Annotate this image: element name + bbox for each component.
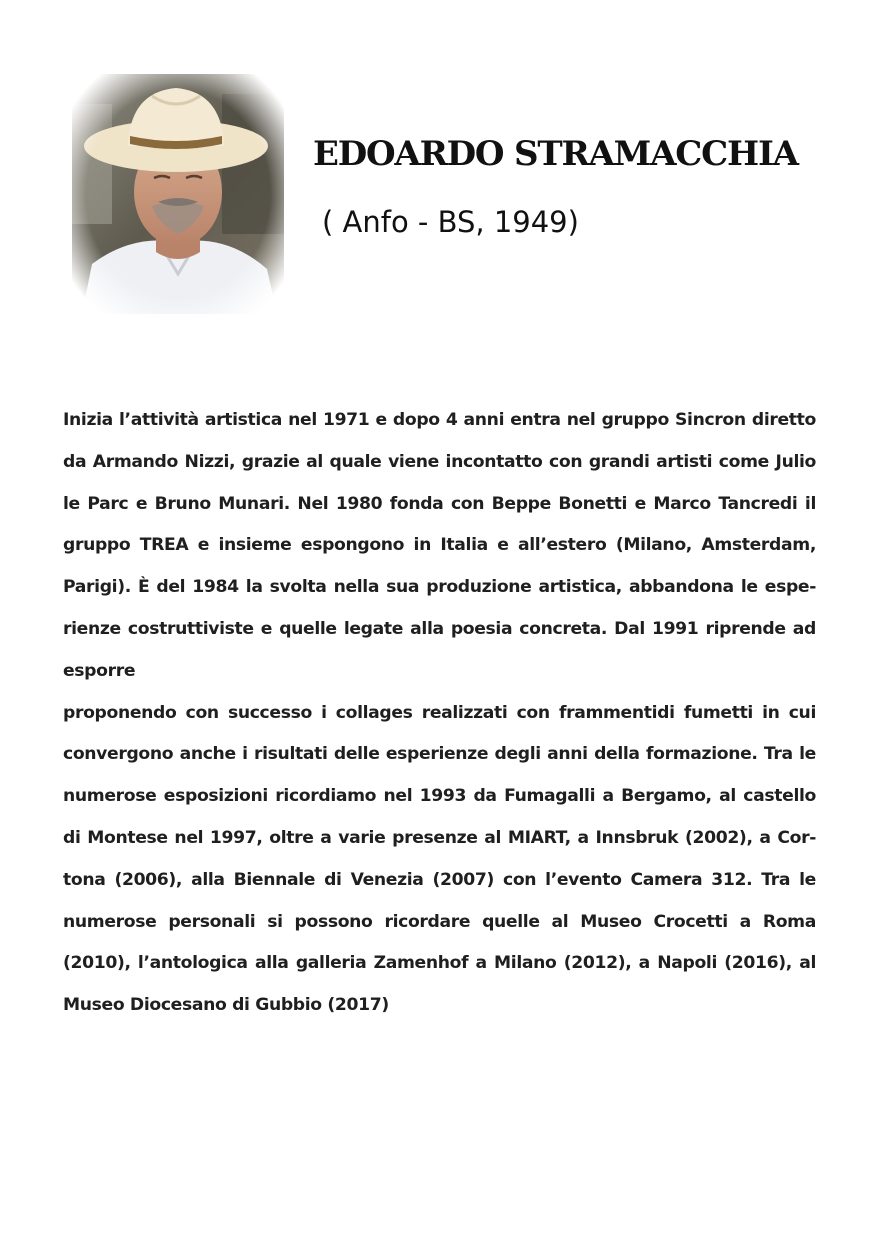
- artist-origin: ( Anfo - BS, 1949): [322, 205, 579, 239]
- biography: [63, 400, 816, 1027]
- artist-name: EDOARDO STRAMACCHIA: [313, 134, 798, 174]
- artist-portrait: [72, 74, 284, 314]
- artist-portrait-icon: [72, 74, 284, 314]
- bio-paragraph-2: proponendo con successo i collages realizzati con frammentidi fumetti in cui convergono anche i risultati delle esperienze degli anni della formazione. Tra le numerose esposizioni ricordiamo nel 1993 da Fumagalli a Bergamo, al castello di Montese nel 1997, oltre a varie presenze al MIART, a Innsbruk (2002), a Cor-tona (2006), alla Biennale di Venezia (2007) con l’evento Camera 312. Tra le numerose personali si possono ricordare quelle al Museo Crocetti a Roma (2010), l’antologica alla galleria Zamenhof a Milano (2012), a Napoli (2016), al Museo Diocesano di Gubbio (2017): [63, 702, 816, 1016]
- bio-paragraph-1: Inizia l’attività artistica nel 1971 e dopo 4 anni entra nel gruppo Sincron diretto da Armando Nizzi, grazie al quale viene incontatto con grandi artisti come Julio le Parc e Bruno Munari. Nel 1980 fonda con Beppe Bonetti e Marco Tancredi il gruppo TREA e insieme espongono in Italia e all’estero (Milano, Amsterdam, Parigi). È del 1984 la svolta nella sua produzione artistica, abbandona le espe-rienze costruttiviste e quelle legate alla poesia concreta. Dal 1991 riprende ad esporre: [63, 410, 816, 681]
